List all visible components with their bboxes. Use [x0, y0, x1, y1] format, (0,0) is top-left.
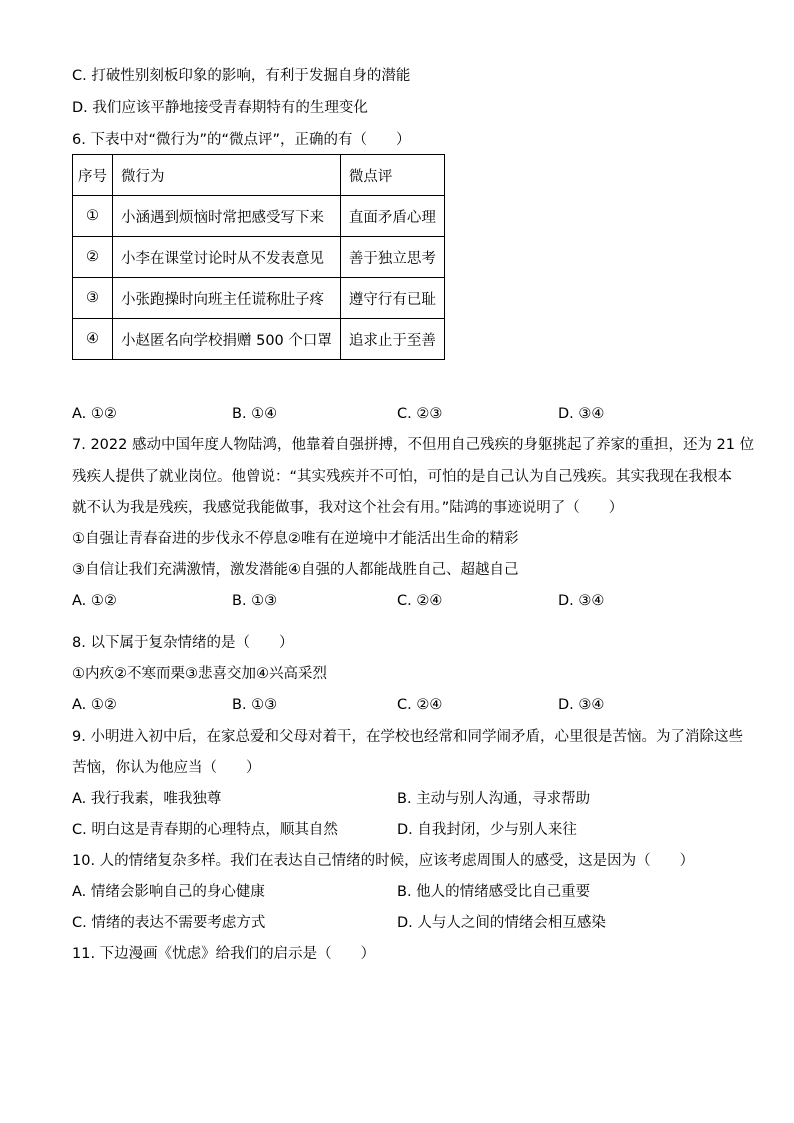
q6-option-b: B. ①④ [232, 406, 278, 422]
q7-stem-line-1: 7. 2022 感动中国年度人物陆鸿，他靠着自强拼搏，不但用自己残疾的身躯挑起了养家的重担，还为 21 位 [72, 437, 755, 453]
table-cell: 小李在课堂讨论时从不发表意见 [113, 237, 341, 278]
q9-option-b: B. 主动与别人沟通，寻求帮助 [397, 791, 591, 807]
q6-option-a: A. ①② [72, 406, 117, 422]
q8-option-a: A. ①② [72, 697, 117, 713]
table-row [73, 196, 445, 237]
q7-option-d: D. ③④ [558, 593, 605, 609]
q7-items-line-2: ③自信让我们充满激情，激发潜能④自强的人都能战胜自己、超越自己 [72, 562, 519, 578]
q8-option-b: B. ①③ [232, 697, 278, 713]
header-cell: 微点评 [340, 155, 444, 196]
q8-items: ①内疚②不寒而栗③悲喜交加④兴高采烈 [72, 666, 327, 682]
table-cell: 追求止于至善 [340, 319, 444, 360]
q10-option-a: A. 情绪会影响自己的身心健康 [72, 884, 265, 900]
q6-stem: 6. 下表中对“微行为”的“微点评”，正确的有（ ） [72, 132, 411, 148]
q7-stem-line-2: 残疾人提供了就业岗位。他曾说：“其实残疾并不可怕，可怕的是自己认为自己残疾。其实我现在我根本 [72, 469, 733, 485]
q9-stem-line-2: 苦恼，你认为他应当（ ） [72, 760, 261, 776]
q9-option-c: C. 明白这是青春期的心理特点，顺其自然 [72, 822, 338, 838]
q7-items-line-1: ①自强让青春奋进的步伐永不停息②唯有在逆境中才能活出生命的精彩 [72, 531, 519, 547]
q5-option-d: D. 我们应该平静地接受青春期特有的生理变化 [72, 100, 368, 116]
table-cell: 善于独立思考 [340, 237, 444, 278]
q7-option-b: B. ①③ [232, 593, 278, 609]
q10-option-c: C. 情绪的表达不需要考虑方式 [72, 915, 266, 931]
table-cell: ③ [73, 278, 113, 319]
table-cell: 遵守行有已耻 [340, 278, 444, 319]
q7-option-a: A. ①② [72, 593, 117, 609]
header-cell: 序号 [73, 155, 113, 196]
table-cell: 小涵遇到烦恼时常把感受写下来 [113, 196, 341, 237]
q11-stem: 11. 下边漫画《忧虑》给我们的启示是（ ） [72, 946, 376, 962]
table-cell: ② [73, 237, 113, 278]
table-row [73, 319, 445, 360]
q8-option-d: D. ③④ [558, 697, 605, 713]
q6-option-d: D. ③④ [558, 406, 605, 422]
q6-option-c: C. ②③ [397, 406, 443, 422]
q10-option-b: B. 他人的情绪感受比自己重要 [397, 884, 591, 900]
q10-option-d: D. 人与人之间的情绪会相互感染 [397, 915, 606, 931]
table-row [73, 237, 445, 278]
table-header-row [73, 155, 445, 196]
q5-option-c: C. 打破性别刻板印象的影响，有利于发掘自身的潜能 [72, 68, 411, 84]
q9-option-a: A. 我行我素，唯我独尊 [72, 791, 222, 807]
q8-option-c: C. ②④ [397, 697, 443, 713]
q7-stem-line-3: 就不认为我是残疾，我感觉我能做事，我对这个社会有用。”陆鸿的事迹说明了（ ） [72, 500, 624, 516]
table-row [73, 278, 445, 319]
q7-option-c: C. ②④ [397, 593, 443, 609]
q6-table [72, 154, 445, 360]
table-cell: 小张跑操时向班主任谎称肚子疼 [113, 278, 341, 319]
q8-stem: 8. 以下属于复杂情绪的是（ ） [72, 635, 294, 651]
table-cell: 直面矛盾心理 [340, 196, 444, 237]
table-cell: 小赵匿名向学校捐赠 500 个口罩 [113, 319, 341, 360]
q10-stem: 10. 人的情绪复杂多样。我们在表达自己情绪的时候，应该考虑周围人的感受，这是因为（ ） [72, 853, 695, 869]
header-cell: 微行为 [113, 155, 341, 196]
q9-option-d: D. 自我封闭，少与别人来往 [397, 822, 577, 838]
q9-stem-line-1: 9. 小明进入初中后，在家总爱和父母对着干，在学校也经常和同学闹矛盾，心里很是苦恼。为了消除这些 [72, 729, 743, 745]
table-cell: ① [73, 196, 113, 237]
table-cell: ④ [73, 319, 113, 360]
